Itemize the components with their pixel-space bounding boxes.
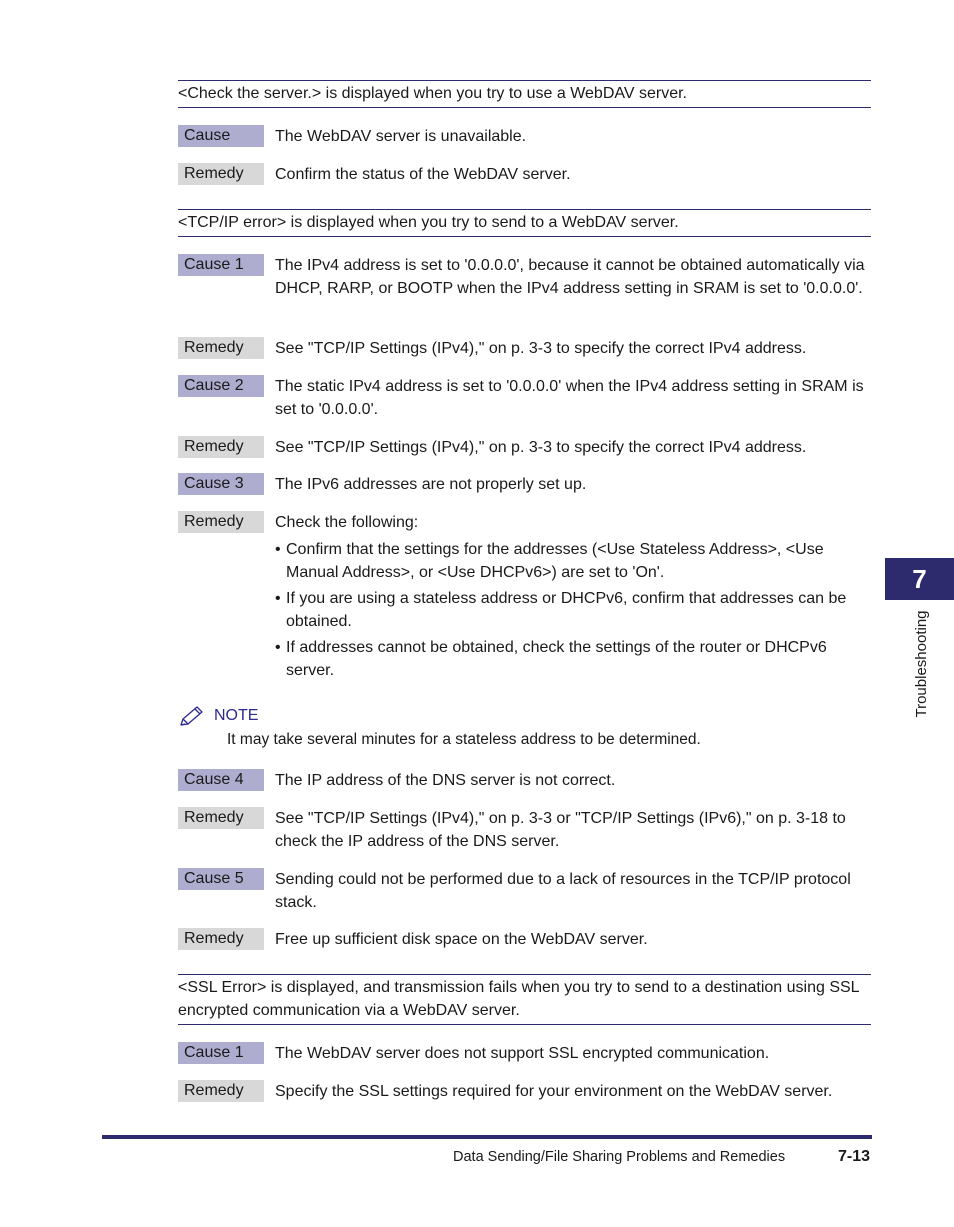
cause-label: Cause 2 bbox=[178, 375, 264, 397]
bullet-list bbox=[275, 538, 875, 682]
cause-text: The IP address of the DNS server is not correct. bbox=[275, 772, 616, 789]
remedy-label: Remedy bbox=[178, 436, 264, 458]
remedy-label: Remedy bbox=[178, 337, 264, 359]
remedy-text: See "TCP/IP Settings (IPv4)," on p. 3-3 to specify the correct IPv4 address. bbox=[275, 340, 807, 357]
remedy-label: Remedy bbox=[178, 928, 264, 950]
bullet-item: • If you are using a stateless address or DHCPv6, confirm that addresses can be obtained. bbox=[275, 587, 875, 633]
cause-text: The WebDAV server is unavailable. bbox=[275, 128, 527, 145]
note-title: NOTE bbox=[214, 707, 259, 724]
bullet-item: • Confirm that the settings for the addresses (<Use Stateless Address>, <Use Manual Address>, or <Use DHCPv6>) are set to 'On'. bbox=[275, 538, 875, 584]
cause-text: The IPv4 address is set to '0.0.0.0', because it cannot be obtained automatically via DHCP, RARP, or BOOTP when the IPv4 address setting in SRAM is set to '0.0.0.0'. bbox=[275, 257, 865, 297]
remedy-text: See "TCP/IP Settings (IPv4)," on p. 3-3 or "TCP/IP Settings (IPv6)," on p. 3-18 to check the IP address of the DNS server. bbox=[275, 810, 846, 850]
cause-label: Cause 5 bbox=[178, 868, 264, 890]
remedy-text: Confirm the status of the WebDAV server. bbox=[275, 166, 571, 183]
pencil-icon bbox=[178, 705, 206, 727]
remedy-label: Remedy bbox=[178, 163, 264, 185]
remedy-text: Specify the SSL settings required for your environment on the WebDAV server. bbox=[275, 1083, 833, 1100]
cause-text: The IPv6 addresses are not properly set up. bbox=[275, 476, 587, 493]
cause-label: Cause bbox=[178, 125, 264, 147]
cause-label: Cause 4 bbox=[178, 769, 264, 791]
remedy-text: See "TCP/IP Settings (IPv4)," on p. 3-3 to specify the correct IPv4 address. bbox=[275, 439, 807, 456]
section-header-ssl-error: <SSL Error> is displayed, and transmission fails when you try to send to a destination using SSL encrypted communication via a WebDAV server. bbox=[178, 974, 871, 1025]
cause-text: Sending could not be performed due to a lack of resources in the TCP/IP protocol stack. bbox=[275, 871, 851, 911]
cause-text: The static IPv4 address is set to '0.0.0.0' when the IPv4 address setting in SRAM is set to '0.0.0.0'. bbox=[275, 378, 864, 418]
note-text: It may take several minutes for a stateless address to be determined. bbox=[227, 731, 701, 748]
cause-label: Cause 1 bbox=[178, 254, 264, 276]
section-header-check-server: <Check the server.> is displayed when you try to use a WebDAV server. bbox=[178, 80, 871, 108]
remedy-label: Remedy bbox=[178, 1080, 264, 1102]
remedy-label: Remedy bbox=[178, 807, 264, 829]
cause-label: Cause 3 bbox=[178, 473, 264, 495]
footer-rule bbox=[102, 1135, 872, 1139]
note-heading bbox=[178, 705, 258, 727]
bullet-item: • If addresses cannot be obtained, check the settings of the router or DHCPv6 server. bbox=[275, 636, 875, 682]
chapter-tab: 7 bbox=[885, 558, 954, 600]
chapter-title: Troubleshooting bbox=[913, 610, 930, 718]
remedy-label: Remedy bbox=[178, 511, 264, 533]
cause-text: The WebDAV server does not support SSL encrypted communication. bbox=[275, 1045, 770, 1062]
page-number: 7-13 bbox=[838, 1148, 871, 1165]
remedy-text bbox=[275, 511, 875, 685]
remedy-intro: Check the following: bbox=[275, 514, 419, 531]
cause-label: Cause 1 bbox=[178, 1042, 264, 1064]
footer-title: Data Sending/File Sharing Problems and Remedies bbox=[453, 1149, 786, 1165]
remedy-text: Free up sufficient disk space on the WebDAV server. bbox=[275, 931, 648, 948]
section-header-tcpip-error: <TCP/IP error> is displayed when you try to send to a WebDAV server. bbox=[178, 209, 871, 237]
